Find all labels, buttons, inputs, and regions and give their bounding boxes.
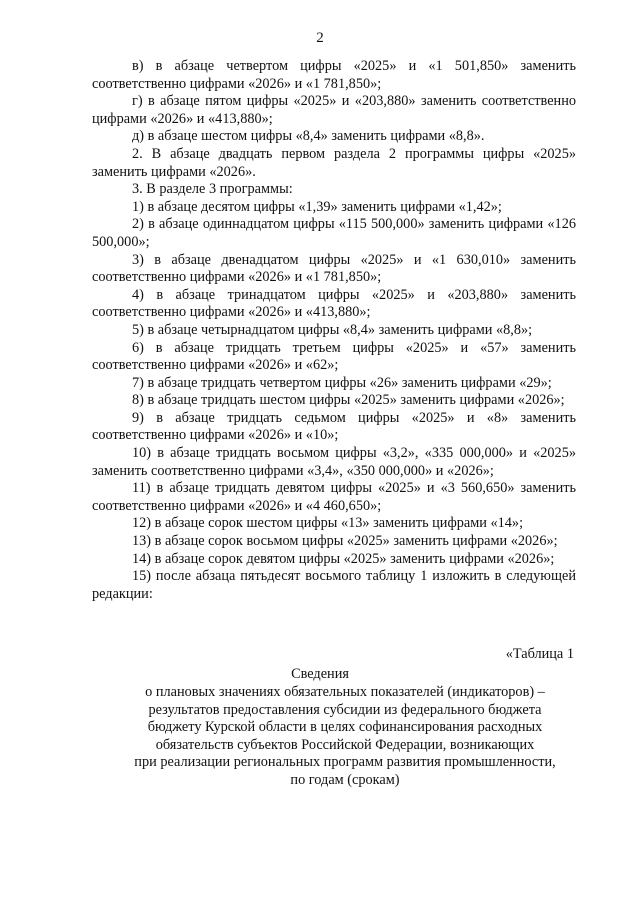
subheading-line: при реализации региональных программ развития промышленности,	[134, 754, 556, 771]
paragraph-section-3-intro: 3. В разделе 3 программы:	[132, 181, 293, 198]
paragraph-item-1: 1) в абзаце десятом цифры «1,39» заменить цифрами «1,42»;	[132, 198, 502, 215]
subheading-line: обязательств субъектов Российской Федерации, возникающих	[155, 736, 535, 753]
section-heading: Сведения	[291, 666, 349, 682]
paragraph-section-2: 2. В абзаце двадцать первом раздела 2 программы цифры «2025» заменить цифрами «2026».	[92, 145, 576, 180]
paragraph-item-g: г) в абзаце пятом цифры «2025» и «203,880» заменить соответственно цифрами «2026» и «413,880»;	[92, 93, 576, 127]
paragraph-item-13: 13) в абзаце сорок восьмом цифры «2025» заменить цифрами «2026»;	[132, 533, 558, 550]
paragraph-item-v: в) в абзаце четвертом цифры «2025» и «1 501,850» заменить соответственно цифрами «2026» и «1 781,850»;	[92, 58, 576, 92]
amendment-list	[92, 58, 576, 603]
paragraph-item-8: 8) в абзаце тридцать шестом цифры «2025» заменить цифрами «2026»;	[132, 392, 565, 409]
paragraph-item-4: 4) в абзаце тринадцатом цифры «2025» и «203,880» заменить соответственно цифрами «2026» и «413,880»;	[92, 286, 576, 321]
paragraph-item-3: 3) в абзаце двенадцатом цифры «2025» и «1 630,010» заменить соответственно цифрами «2026» и «1 781,850»;	[92, 251, 576, 286]
paragraph-item-9: 9) в абзаце тридцать седьмом цифры «2025» и «8» заменить соответственно цифрами «2026» и «10»;	[92, 409, 576, 444]
subheading-line: результатов предоставления субсидии из федерального бюджета	[148, 701, 542, 718]
table-label: «Таблица 1	[505, 646, 574, 662]
paragraph-item-7: 7) в абзаце тридцать четвертом цифры «26» заменить цифрами «29»;	[132, 374, 552, 391]
section-subheading	[110, 684, 580, 790]
page-number: 2	[316, 30, 324, 46]
subheading-line: о плановых значениях обязательных показателей (индикаторов) –	[145, 684, 545, 700]
paragraph-item-2: 2) в абзаце одиннадцатом цифры «115 500,000» заменить цифрами «126 500,000»;	[92, 216, 576, 250]
subheading-line: по годам (срокам)	[290, 771, 400, 788]
paragraph-item-12: 12) в абзаце сорок шестом цифры «13» заменить цифрами «14»;	[132, 515, 524, 532]
paragraph-item-14: 14) в абзаце сорок девятом цифры «2025» заменить цифрами «2026»;	[132, 550, 555, 567]
subheading-line: бюджету Курской области в целях софинансирования расходных	[147, 719, 543, 736]
paragraph-item-5: 5) в абзаце четырнадцатом цифры «8,4» заменить цифрами «8,8»;	[132, 321, 533, 338]
paragraph-item-d: д) в абзаце шестом цифры «8,4» заменить цифрами «8,8».	[132, 128, 485, 145]
paragraph-item-11: 11) в абзаце тридцать девятом цифры «2025» и «3 560,650» заменить соответственно цифрами «2026» и «4 460,650»;	[92, 480, 576, 514]
paragraph-item-15: 15) после абзаца пятьдесят восьмого таблицу 1 изложить в следующей редакции:	[92, 568, 576, 602]
paragraph-item-6: 6) в абзаце тридцать третьем цифры «2025» и «57» заменить соответственно цифрами «2026» и «62»;	[92, 339, 576, 374]
paragraph-item-10: 10) в абзаце тридцать восьмом цифры «3,2», «335 000,000» и «2025» заменить соответственно цифрами «3,4», «350 000,000» и «2026»;	[92, 445, 576, 479]
